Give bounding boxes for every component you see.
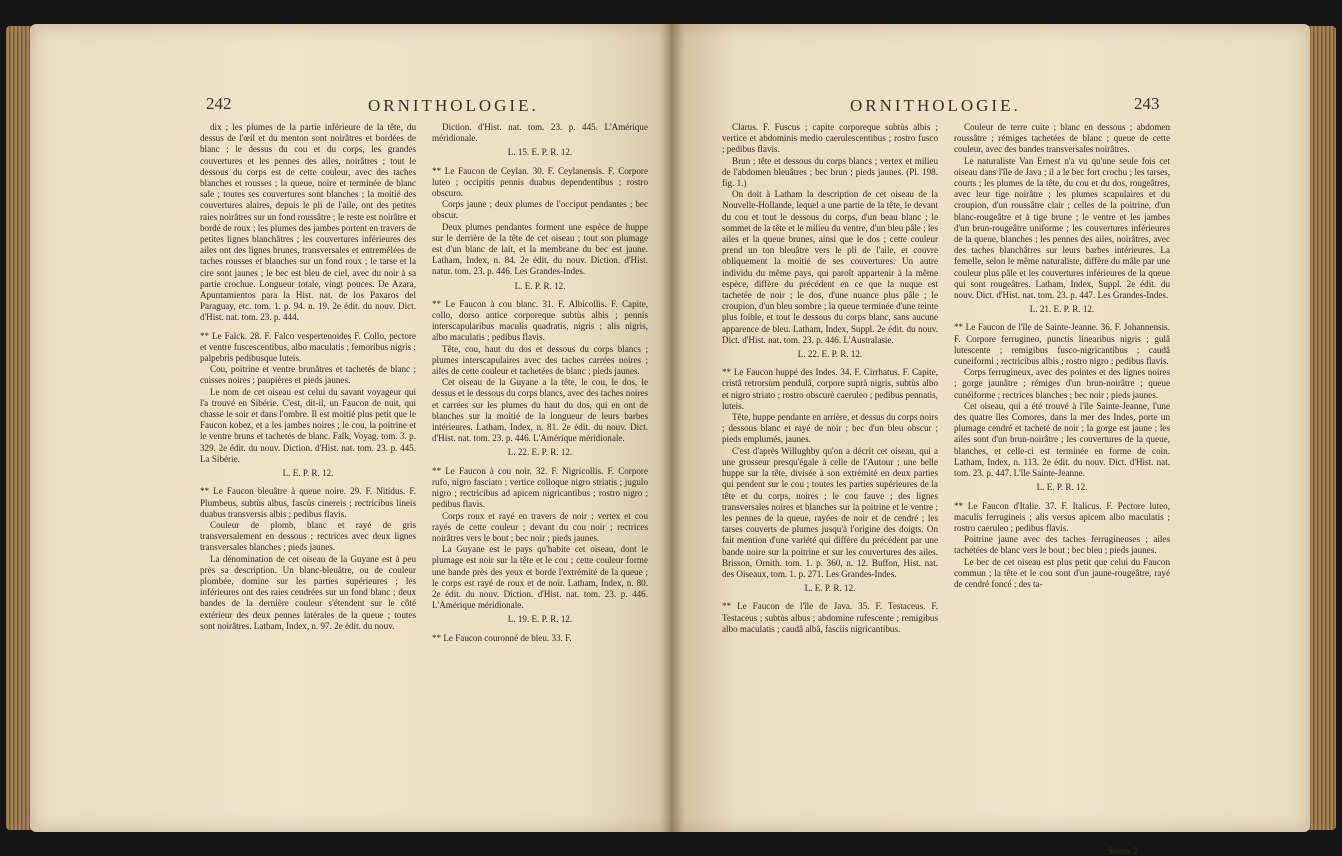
entry-heading: ** Le Faucon à cou noir. 32. F. Nigricollis. F. Corpore rufo, nigro fasciato ; vertice colloque nigro striatis ; jugulo nigro ; rectricibus ad apicem nigricantibus ; rostro nigro ; pedibus flavis. (432, 465, 648, 510)
body-paragraph: On doit à Latham la description de cet oiseau de la Nouvelle-Hollande, lequel a une partie de la tête, le devant du cou et tout le dessous du corps, d'un beau blanc ; le sommet de la tête et le milieu du ventre, d'un bleu pâle ; les ailes et la queue brunes, ainsi que le dos ; cette couleur prend un ton bleuâtre vers le pli de l'aile, et couvre obliquement la moitié de ses couvertures. Un autre individu du même pays, qui paroît appartenir à la même espèce, diffère du précédent en ce que la nuque est tachetée de noir ; le dos, d'une nuance plus pâle ; le croupion, d'un bleu sombre ; la queue terminée d'une teinte plus foible, et tout le dessous du corps blanc, sans aucune apparence de bleu. Latham, Index, Suppl. 2e édit. du nouv. Dict. d'Hist. nat. tom. 23. p. 446. L'Australasie. (722, 189, 938, 345)
left-column-1 (200, 122, 416, 772)
entry-heading: ** Le Faucon à cou blanc. 31. F. Albicollis. F. Capite, collo, dorso antice corporeque subtùs albis ; pennis interscapularibus maculis quadratis, nigris ; alis nigris, albo maculatis ; pedibus flavis. (432, 298, 648, 343)
body-paragraph: Couleur de plomb, blanc et rayé de gris transversalement en dessous ; rectrices avec deux lignes transversales blanches ; pieds jaunes. (200, 519, 416, 553)
classification-ref: L. E. P. R. 12. (514, 280, 566, 291)
signature-mark: Ssssss 2 (1108, 846, 1138, 856)
entry-heading: ** Le Faucon bleuâtre à queue noire. 29. F. Nitidus. F. Plumbeus, subtùs albus, fascüs cinereis ; rectricibus lineis duabus transversis albis ; pedibus flavis. (200, 486, 416, 519)
classification-ref: L. 22. E. P. R. 12. (507, 447, 573, 458)
left-running-head: ORNITHOLOGIE. (368, 96, 539, 115)
body-paragraph: Poitrine jaune avec des taches ferrugineuses ; ailes tachetées de blanc vers le bout ; bec bleu ; pieds jaunes. (954, 534, 1170, 556)
body-paragraph: Couleur de terre cuite ; blanc en dessous ; abdomen roussâtre ; rémiges tachetées de blanc ; queue de cette couleur, avec des bandes transversales noirâtres. (954, 122, 1170, 155)
body-paragraph: Diction. d'Hist. nat. tom. 23. p. 445. L'Amérique méridionale. (432, 122, 648, 144)
entry-heading: ** Le Falck. 28. F. Falco vespertenoides F. Collo, pectore et ventre fuscescentibus, albo maculatis ; femoribus nigris ; palpebris pedibusque luteis. (200, 330, 416, 364)
entry-heading: ** Le Faucon de l'île de Java. 35. F. Testaceus. F. Testaceus ; subtùs albus ; abdomine rufescente ; remigibus albo maculatis ; caudâ albâ, fasciis nigricantibus. (722, 601, 938, 634)
body-paragraph: Le naturaliste Van Ernest n'a vu qu'une seule fois cet oiseau dans l'île de Java ; il a le bec fort crochu ; les tarses, courts ; les plumes de la tête, du cou et du dos, rougeâtres, avec leur tige noirâtre ; les plumes scapulaires et du croupion, d'un roussâtre clair ; celles de la poitrine, d'un blanc-rougeâtre et à tige brune ; le ventre et les jambes d'un brun-rougeâtre uniforme ; les couvertures inférieures de la queue, blanches ; les pennes des ailes, noirâtres, avec des taches blanchâtres sur leurs barbes intérieures. La femelle, selon le même naturaliste, diffère du mâle par une couleur plus pâle et les couvertures inférieures de la queue qui sont rougeâtres. Latham, Index, Suppl. 2e édit. du nouv. Dict. d'Hist. nat. tom. 23. p. 447. Les Grandes-Indes. (954, 155, 1170, 301)
body-paragraph: Tête, huppe pendante en arrière, et dessus du corps noirs ; dessous blanc et rayé de noir ; bec d'un bleu obscur ; pieds emplumés, jaunes. (722, 412, 938, 445)
body-paragraph: Brun ; tête et dessous du corps blancs ; vertex et milieu de l'abdomen bleuâtres ; bec brun ; pieds jaunes. (Pl. 198. fig. 1.) (722, 155, 938, 189)
entry-heading: ** Le Faucon de Ceylan. 30. F. Ceylanensis. F. Corpore luteo ; occipitis pennis duabus dependentibus ; rostro obscuro. (432, 165, 648, 199)
right-column-1 (722, 122, 938, 772)
right-running-head: ORNITHOLOGIE. (850, 96, 1021, 115)
book-gutter (660, 24, 684, 832)
body-paragraph: Clarus. F. Fuscus ; capite corporeque subtùs albis ; vertice et abdominis medio caerulescentibus ; rostro fusco ; pedibus flavis. (722, 122, 938, 155)
left-page (30, 24, 670, 832)
body-paragraph: Cou, poitrine et ventre brunâtres et tachetés de blanc ; cuisses noires ; paupières et pieds jaunes. (200, 364, 416, 386)
classification-ref: L. 15. E. P. R. 12. (507, 147, 573, 158)
body-paragraph: Corps jaune ; deux plumes de l'occiput pendantes ; bec obscur. (432, 199, 648, 221)
entry-heading: ** Le Faucon d'Italie. 37. F. Italicus. F. Pectore luteo, maculis ferrugineis ; alis versus apicem albo maculatis ; rostro caeruleo ; pedibus flavis. (954, 500, 1170, 533)
right-page-edges (1306, 26, 1336, 830)
body-paragraph: Corps roux et rayé en travers de noir ; vertex et cou rayés de cette couleur ; devant du cou noir ; rectrices noirâtres vers le bout ; bec noir ; pieds jaunes. (432, 510, 648, 543)
right-page-number: 243 (1134, 94, 1160, 113)
body-paragraph: Deux plumes pendantes forment une espèce de huppe sur le derrière de la tête de cet oiseau ; tout son plumage est d'un blanc de lait, et la membrane du bec est jaune. Latham, Index, n. 84. 2e édit. du nouv. Diction. d'Hist. natur. tom. 23. p. 446. Les Grandes-Indes. (432, 221, 648, 277)
body-paragraph: La dénomination de cet oiseau de la Guyane est à peu près sa description. Un blanc-bleuâtre, ou de couleur plombée, domine sur les parties supérieures ; les inférieures ont des raies cendrées sur un fond blanc ; deux bandes de la dernière couleur s'étendent sur le côté extérieur des deux pennes latérales de la queue ; toutes sont noirâtres. Latham, Index, n. 97. 2e édit. du nouv. (200, 553, 416, 631)
classification-ref: L. 19. E. P. R. 12. (507, 614, 573, 625)
classification-ref: L. 22. E. P. R. 12. (797, 349, 863, 360)
entry-heading: ** Le Faucon huppé des Indes. 34. F. Cirrhatus. F. Capite, cristâ retrorsùm pendulâ, corpore suprà nigris, subtùs albo et nigro striato ; rostro obscurè caeruleo ; pedibus pennatis, luteis. (722, 367, 938, 411)
entry-heading: ** Le Faucon couronné de bleu. 33. F. (432, 632, 572, 643)
left-page-number: 242 (206, 94, 232, 113)
classification-ref: L. 21. E. P. R. 12. (1029, 304, 1095, 315)
body-paragraph: Tête, cou, haut du dos et dessous du corps blancs ; plumes interscapulaires avec des taches carrées noires ; ailes de cette couleur et tachetées de blanc ; pieds jaunes. (432, 343, 648, 377)
body-paragraph: Le nom de cet oiseau est celui du savant voyageur qui l'a trouvé en Sibérie. C'est, dit-il, un Faucon de nuit, qui chasse le soir et dans l'ombre. Il est moitié plus petit que le Faucon kobez, et a les jambes noires ; le cou, la poitrine et le ventre bruns et tachetés de blanc. Falk, Voyag. tom. 3. p. 329. 2e édit. du nouv. Diction. d'Hist. nat. tom. 23. p. 445. La Sibérie. (200, 386, 416, 464)
classification-ref: L. E. P. R. 12. (804, 583, 856, 594)
right-column-2 (954, 122, 1170, 772)
body-paragraph: Cet oiseau de la Guyane a la tête, le cou, le dos, le dessus et le dessous du corps blancs, avec des taches noires et carrées sur les plumes du haut du dos, qui en ont de blanches sur la moitié de la longueur de leurs barbes intérieures. Latham, Index, n. 81. 2e édit. du nouv. Dict. d'Hist. nat. tom. 23. p. 446. L'Amérique méridionale. (432, 377, 648, 444)
entry-heading: ** Le Faucon de l'île de Sainte-Jeanne. 36. F. Johannensis. F. Corpore ferrugineo, punctis linearibus nigris ; gulâ lutescente ; remigibus fusco-nigricantibus ; caudâ cuneiformi ; rectricibus albis ; rostro nigro ; pedibus flavis. (954, 322, 1170, 367)
body-paragraph: Le bec de cet oiseau est plus petit que celui du Faucon commun ; la tête et le cou sont d'un jaune-rougeâtre, rayé de cendré foncé ; des ta- (954, 556, 1170, 589)
body-paragraph: dix ; les plumes de la partie inférieure de la tête, du dessus de l'œil et du menton sont noirâtres et bordées de blanc ; le dessus du cou et du corps, les grandes couvertures et les pennes des ailes, noirâtres ; tout le dessous du corps est de cette couleur, avec des taches blanches et rousses ; la queue, noire et terminée de blanc sale ; toutes ses couvertures sont blanches ; la moitié des couvertures alaires, depuis le pli de l'aile, ont des petites raies noirâtres sur un fond roussâtre ; le reste est noirâtre et bordé de roux ; les plumes des jambes portent en travers de petites lignes blanchâtres ; les couvertures inférieures des ailes ont des lignes brunes, transversales et entremêlées de taches rousses et blanches sur un fond roux ; le tarse et la cire sont jaunes ; le bec est bleu de ciel, avec du noir à sa partie crochue. Longueur totale, vingt pouces. De Azara, Apuntamientos para la Hist. nat. de los Paxaros del Paraguay, etc. tom. 1. p. 94. n. 19. 2e édit. du nouv. Dict. d'Hist. nat. tom. 23. p. 444. (200, 122, 416, 323)
right-page (670, 24, 1310, 856)
body-paragraph: La Guyane est le pays qu'habite cet oiseau, dont le plumage est noir sur la tête et le cou ; cette couleur forme une bande près des yeux et borde l'extrémité de la queue ; le corps est rayé de roux et de noir. Latham, Index, n. 80. 2e édit. du nouv. Diction. d'Hist. nat. tom. 23. p. 446. L'Amérique méridionale. (432, 544, 648, 611)
body-paragraph: Cet oiseau, qui a été trouvé à l'île Sainte-Jeanne, l'une des quatre îles Comores, dans la mer des Indes, porte un plumage cendré et tacheté de noir ; la gorge est jaune ; les ailes sont d'un brun-noirâtre ; les couvertures de la queue, blanches, et celle-ci est terminée en forme de coin. Latham, Index, n. 113. 2e édit. du nouv. Dict. d'Hist. nat. tom. 23. p. 447. L'île Sainte-Jeanne. (954, 400, 1170, 479)
classification-ref: L. E. P. R. 12. (282, 468, 334, 479)
body-paragraph: C'est d'après Willughby qu'on a décrit cet oiseau, qui a une grosseur presqu'égale à celle de l'Autour ; une belle huppe sur la tête, divisée à son extrémité en deux parties qui pendent sur le cou ; toutes les parties supérieures de la tête et du corps, noires ; le cou fauve ; des lignes transversales noires et blanches sur la poitrine et le ventre ; les pennes de la queue, rayées de noir et de cendré ; les tarses couverts de plumes jusqu'à l'origine des doigts. On fait mention d'une variété qui diffère du précédent par une bande noire sur la poitrine et sur les couvertures des ailes. Brisson, Ornith. tom. 1. p. 360, n. 12. Buffon, Hist. nat. des Oiseaux, tom. 1. p. 271. Les Grandes-Indes. (722, 445, 938, 579)
classification-ref: L. E. P. R. 12. (1036, 482, 1088, 493)
left-column-2 (432, 122, 648, 772)
body-paragraph: Corps ferrugineux, avec des pointes et des lignes noires ; gorge jaunâtre ; rémiges d'un brun-noirâtre ; queue cunéiforme ; rectrices blanches ; bec noir ; pieds jaunes. (954, 367, 1170, 400)
